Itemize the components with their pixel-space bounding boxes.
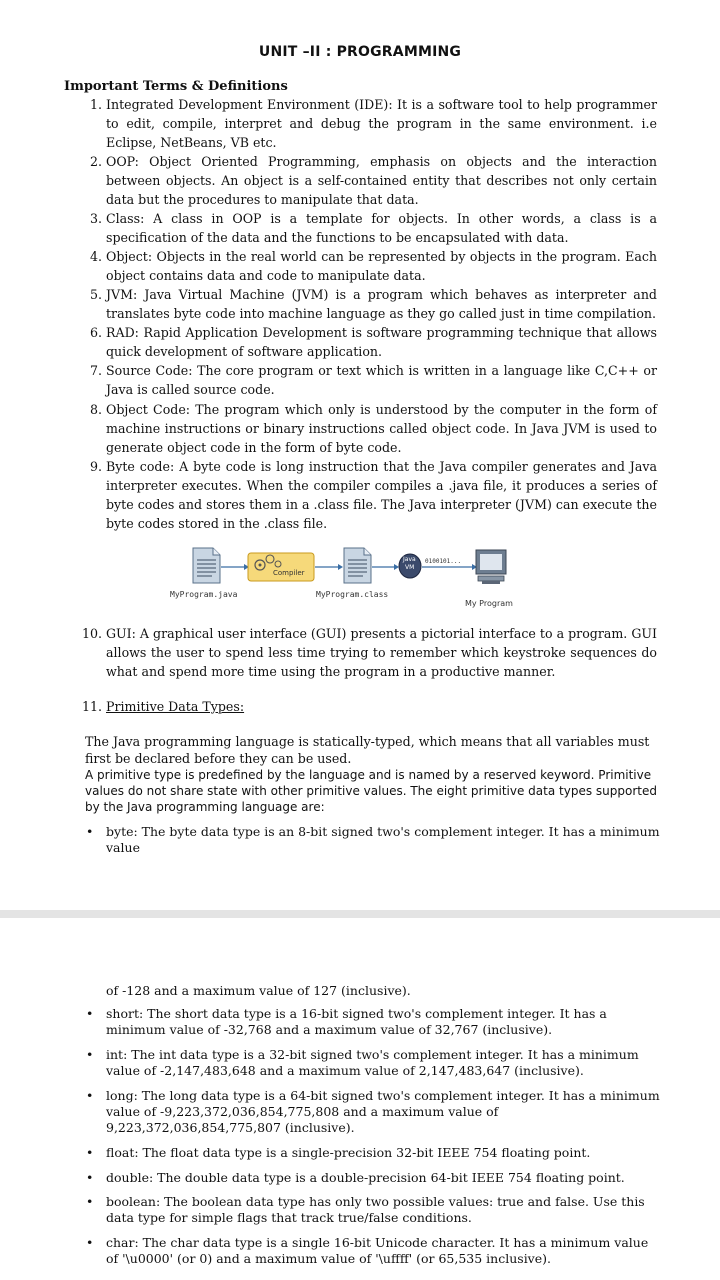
list-item [86,1170,661,1186]
class-file-label: MyProgram.class [316,590,389,599]
term-number: 7. [89,363,102,378]
bullet-marker: • [86,1088,94,1103]
term-text: Source Code: The core program or text which is written in a language like C,C++ or Java is called source code. [106,363,657,397]
term-item [82,152,657,209]
term-number: 2. [89,154,102,169]
term-number: 1. [89,97,102,112]
bullet-marker: • [86,1194,94,1209]
term-number: 6. [89,325,102,340]
list-item-text: long: The long data type is a 64-bit signed two's complement integer. It has a minimum value of -9,223,372,036,854,775,808 and a maximum value of 9,223,372,036,854,775,807 (inclusive). [106,1088,660,1135]
term-text: GUI: A graphical user interface (GUI) presents a pictorial interface to a program. GUI allows the user to spend less time trying to remember which keystroke sequences do what and spend more time using the program in a productive manner. [106,626,657,679]
term-text: Object: Objects in the real world can be represented by objects in the program. Each object contains data and code to manipulate data. [106,249,657,283]
term-number: 10. [82,626,103,641]
term-text: Byte code: A byte code is long instruction that the Java compiler generates and Java interpreter executes. When the compiler compiles a .java file, it produces a series of byte codes and stores them in a .class file. The Java interpreter (JVM) can execute the byte codes stored in the .class file. [106,459,657,531]
computer-icon [476,550,506,584]
jvm-label-line2: VM [405,564,415,571]
class-file-icon [344,548,371,583]
term-item [82,209,657,247]
java-file-icon [193,548,220,583]
term-item [82,247,657,285]
page-title: UNIT –II : PROGRAMMING [258,44,462,60]
term-text: JVM: Java Virtual Machine (JVM) is a program which behaves as interpreter and translates byte code into machine language as they go called just in time compilation. [106,287,657,321]
intro-paragraph: The Java programming language is statically-typed, which means that all variables must first be declared before they can be used. [85,734,650,766]
arrow-head [394,564,399,570]
term-item [82,285,657,323]
term-text: Object Code: The program which only is understood by the computer in the form of machine instructions or binary instructions called object code. In Java JVM is used to generate object code in the form of byte code. [106,402,657,455]
page-separator [0,910,720,918]
list-item [86,1006,661,1038]
term-item [82,457,657,533]
bullet-marker: • [86,1145,94,1160]
bullet-marker: • [86,824,94,839]
program-label: My Program [465,599,513,608]
section-title: Primitive Data Types: [106,699,245,714]
jvm-label-line1: Java [403,556,416,563]
compile-flow-diagram [160,545,520,615]
list-item [86,1194,661,1226]
compiler-label: Compiler [273,569,305,577]
term-text: Class: A class in OOP is a template for objects. In other words, a class is a specification of the data and the functions to be encapsulated with data. [106,211,657,245]
term-number: 3. [89,211,102,226]
intro-paragraph-2: A primitive type is predefined by the language and is named by a reserved keyword. Primitive values do not share state with other primitive values. The eight primitive data types supported by the Java programming language are: [85,768,657,814]
list-item-text: double: The double data type is a double-precision 64-bit IEEE 754 floating point. [106,1170,625,1185]
document-page-2 [0,918,720,1280]
term-text: Integrated Development Environment (IDE): It is a software tool to help programmer to edit, compile, interpret and debug the program in the same environment. i.e Eclipse, NetBeans, VB etc. [106,97,657,150]
list-item-text: char: The char data type is a single 16-bit Unicode character. It has a minimum value of '\u0000' (or 0) and a maximum value of '\uffff' (or 65,535 inclusive). [106,1235,649,1266]
list-item [86,824,661,856]
list-item-text: byte: The byte data type is an 8-bit signed two's complement integer. It has a minimum value [106,824,660,855]
continuation-text: of -128 and a maximum value of 127 (inclusive). [106,983,411,998]
list-item-text: int: The int data type is a 32-bit signed two's complement integer. It has a minimum value of -2,147,483,648 and a maximum value of 2,147,483,647 (inclusive). [106,1047,639,1078]
list-item [86,1145,661,1161]
term-number: 5. [89,287,102,302]
term-item [82,624,657,681]
bullet-marker: • [86,1235,94,1250]
term-number: 4. [89,249,102,264]
section-heading-primitive [82,697,657,716]
list-item-text: float: The float data type is a single-precision 32-bit IEEE 754 floating point. [106,1145,591,1160]
java-file-label: MyProgram.java [170,590,238,599]
list-item-text: short: The short data type is a 16-bit signed two's complement integer. It has a minimum value of -32,768 and a maximum value of 32,767 (inclusive). [106,1006,607,1037]
term-item [82,95,657,152]
list-item [86,1235,661,1267]
section-heading-terms: Important Terms & Definitions [64,79,288,94]
term-item [82,400,657,457]
list-item-text: boolean: The boolean data type has only two possible values: true and false. Use this data type for simple flags that track true/false conditions. [106,1194,645,1225]
section-number: 11. [82,699,103,714]
bullet-marker: • [86,1170,94,1185]
term-item [82,361,657,399]
list-item [86,1047,661,1079]
arrow-head [338,564,343,570]
term-number: 9. [89,459,102,474]
term-text: RAD: Rapid Application Development is software programming technique that allows quick development of software application. [106,325,657,359]
binary-label: 0100101... [425,558,462,565]
list-item [86,1088,661,1136]
term-number: 8. [89,402,102,417]
bullet-marker: • [86,1006,94,1021]
term-item [82,323,657,361]
bullet-marker: • [86,1047,94,1062]
term-text: OOP: Object Oriented Programming, emphasis on objects and the interaction between objects. An object is a self-contained entity that describes not only certain data but the procedures to manipulate that data. [106,154,657,207]
